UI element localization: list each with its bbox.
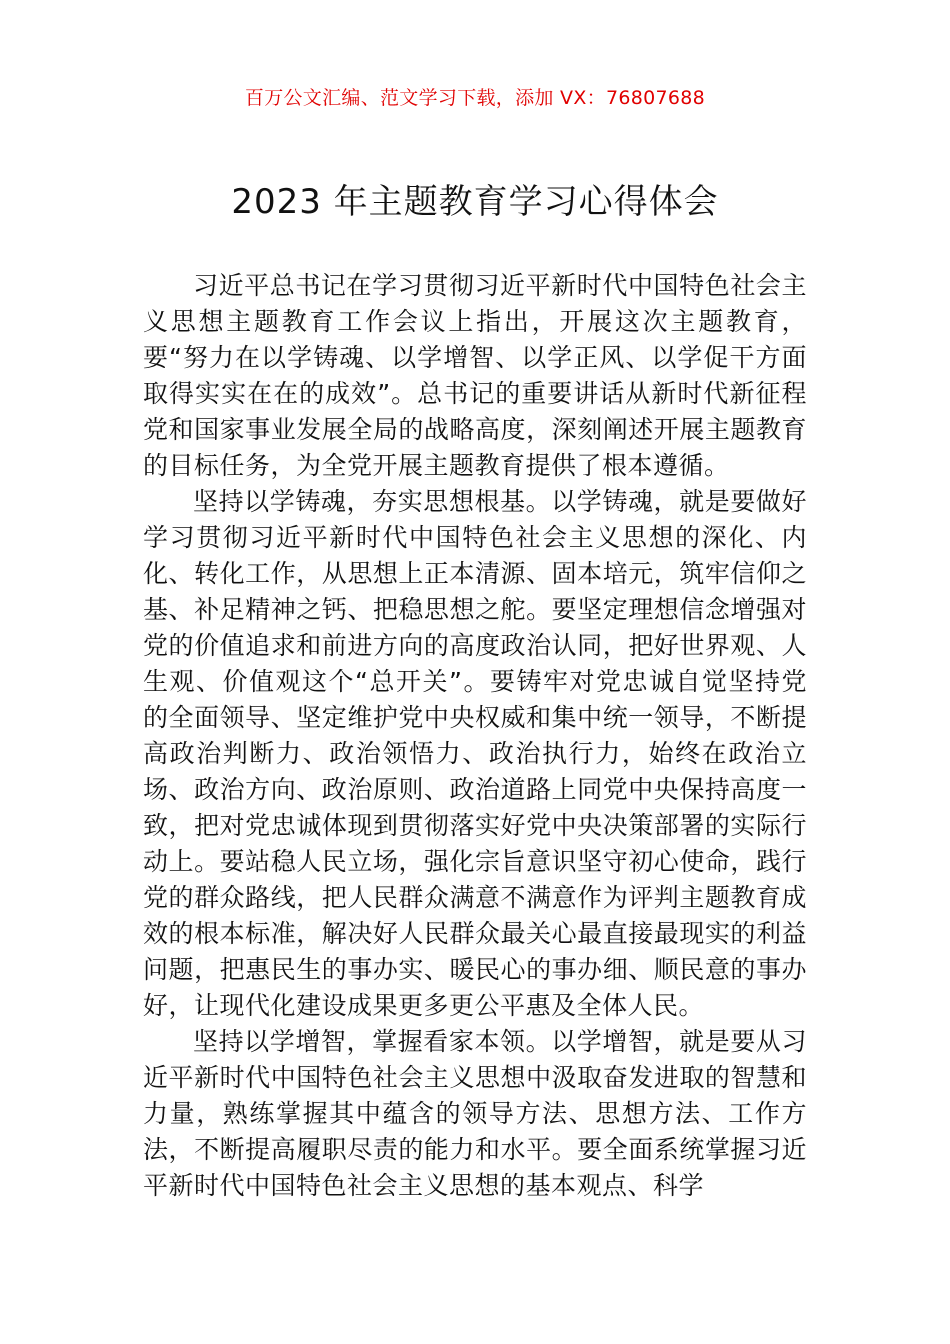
header-ad-note: 百万公文汇编、范文学习下载，添加 VX：76807688: [244, 87, 706, 109]
paragraph-soul: 坚持以学铸魂，夯实思想根基。以学铸魂，就是要做好学习贯彻习近平新时代中国特色社会主义思想的深化、内化、转化工作，从思想上正本清源、固本培元，筑牢信仰之基、补足精神之钙、把稳思想之舵。要坚定理想信念增强对党的价值追求和前进方向的高度政治认同，把好世界观、人生观、价值观这个“总开关”。要铸牢对党忠诚自觉坚持党的全面领导、坚定维护党中央权威和集中统一领导，不断提高政治判断力、政治领悟力、政治执行力，始终在政治立场、政治方向、政治原则、政治道路上同党中央保持高度一致，把对党忠诚体现到贯彻落实好党中央决策部署的实际行动上。要站稳人民立场，强化宗旨意识坚守初心使命，践行党的群众路线，把人民群众满意不满意作为评判主题教育成效的根本标准，解决好人民群众最关心最直接最现实的利益问题，把惠民生的事办实、暖民心的事办细、顺民意的事办好，让现代化建设成果更多更公平惠及全体人民。: [143, 487, 807, 1020]
paragraph-wisdom: 坚持以学增智，掌握看家本领。以学增智，就是要从习近平新时代中国特色社会主义思想中汲取奋发进取的智慧和力量，熟练掌握其中蕴含的领导方法、思想方法、工作方法，不断提高履职尽责的能力和水平。要全面系统掌握习近平新时代中国特色社会主义思想的基本观点、科学: [143, 1027, 807, 1200]
paragraph-intro: 习近平总书记在学习贯彻习近平新时代中国特色社会主义思想主题教育工作会议上指出，开展这次主题教育，要“努力在以学铸魂、以学增智、以学正风、以学促干方面取得实实在在的成效”。总书记的重要讲话从新时代新征程党和国家事业发展全局的战略高度，深刻阐述开展主题教育的目标任务，为全党开展主题教育提供了根本遵循。: [143, 271, 807, 480]
document-title: 2023 年主题教育学习心得体会: [231, 182, 719, 222]
document-body: [143, 268, 807, 1204]
